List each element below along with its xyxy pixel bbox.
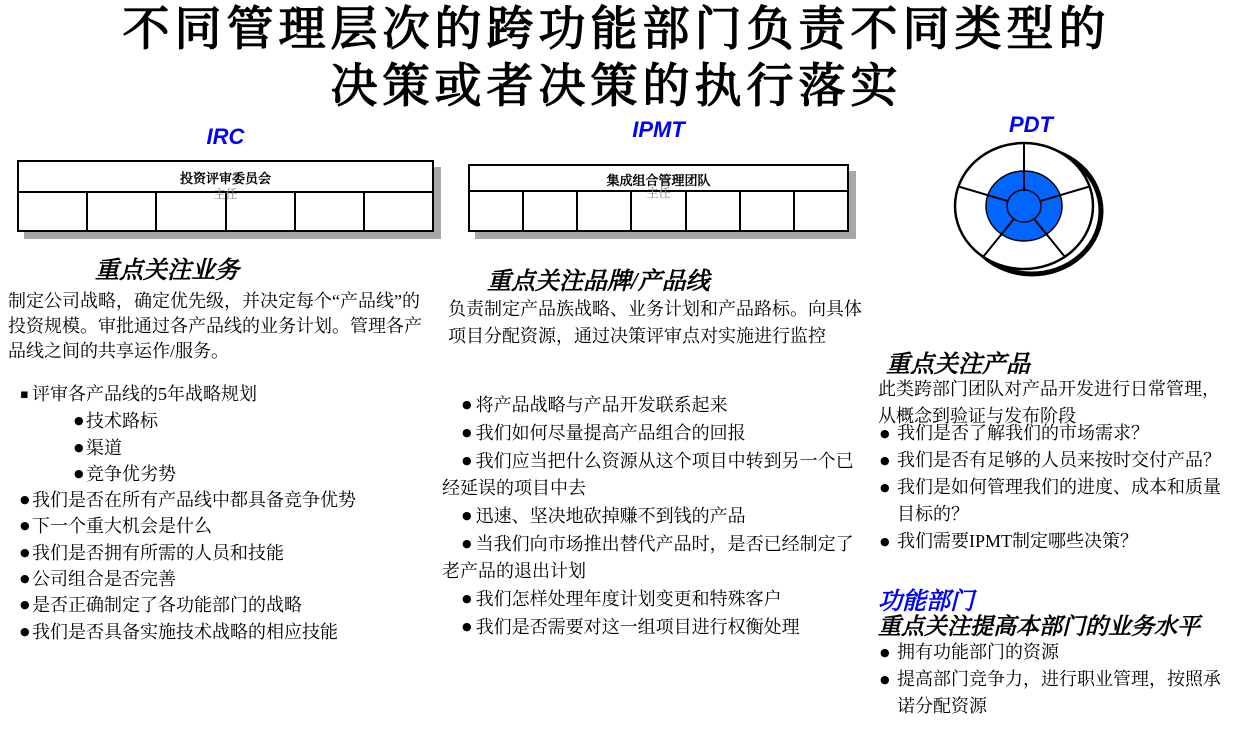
bullet-item [878,447,1228,474]
bullet-marker: ● [462,592,472,605]
bullet-marker: ● [20,519,30,533]
bullet-marker: ● [74,414,84,428]
bullet-item [442,391,864,419]
bullet-marker: ● [20,493,30,507]
bullet-text: 我们是否有足够的人员来按时交付产品？ [897,450,1221,470]
bullet-text: 我们应当把什么资源从这个项目中转到另一个已经延误的项目中去 [442,451,854,498]
bullet-marker: ● [880,673,890,686]
bullet-text: 我们是否需要对这一组项目进行权衡处理 [475,617,800,637]
irc-org-subtitle: 主任 [213,187,238,201]
bullet-text: 我们是如何管理我们的进度、成本和质量目标的？ [897,477,1221,524]
funcdept-focus-heading: 重点关注提高本部门的业务水平 [878,614,1200,639]
bullet-marker: ● [20,624,30,638]
bullet-text: 我们是否在所有产品线中都具备竞争优势 [32,490,356,511]
bullet-marker: ● [462,398,472,411]
bullet-text: 我们是否拥有所需的人员和技能 [32,542,284,563]
bullet-marker: ● [20,545,30,559]
bullet-item [442,585,864,613]
bullet-text: 是否正确制定了各功能部门的战略 [32,595,302,616]
ipmt-label: IPMT [632,117,685,142]
bullet-marker: ▪ [20,387,29,402]
bullet-marker: ● [462,454,472,467]
bullet-marker: ● [462,509,472,522]
bullet-text: 我们是否具备实施技术战略的相应技能 [32,621,338,642]
bullet-marker: ● [20,598,30,612]
irc-org-header-label: 投资评审委员会 [179,171,271,186]
ipmt-focus-heading: 重点关注品牌/产品线 [487,269,710,295]
bullet-text: 公司组合是否完善 [32,569,176,590]
ipmt-paragraph: 负责制定产品族战略、业务计划和产品路标。向具体项目分配资源，通过决策评审点对实施进行监控 [448,299,862,346]
irc-bullet-list [8,381,436,645]
bullet-item [878,528,1228,555]
pdt-paragraph: 此类跨部门团队对产品开发进行日常管理，从概念到验证与发布阶段 [878,379,1220,426]
irc-org-chart [17,160,434,232]
bullet-item [442,613,864,641]
bullet-item [8,619,436,645]
bullet-text: 我们如何尽量提高产品组合的回报 [475,423,746,443]
bullet-text: 渠道 [86,437,122,458]
ipmt-org-header-label: 集成组合管理团队 [606,173,711,188]
bullet-marker: ● [880,535,890,548]
bullet-text: 我们怎样处理年度计划变更和特殊客户 [475,589,782,609]
bullet-item [878,420,1228,447]
bullet-item [442,447,864,502]
bullet-marker: ● [880,454,890,467]
title-line-2: 决策或者决策的执行落实 [330,61,903,113]
bullet-text: 我们是否了解我们的市场需求？ [897,423,1149,443]
bullet-marker: ● [462,426,472,439]
ipmt-bullet-list [442,391,864,641]
bullet-item [878,666,1230,720]
bullet-item [8,513,436,539]
bullet-item [8,408,436,434]
ipmt-org-chart [468,164,849,232]
irc-label: IRC [206,124,245,149]
bullet-item [8,566,436,592]
bullet-marker: ● [74,466,84,480]
bullet-item [442,530,864,585]
bullet-text: 评审各产品线的5年战略规划 [32,384,257,404]
bullet-item [8,592,436,618]
funcdept-bullet-list [878,639,1230,720]
bullet-marker: ● [20,572,30,586]
bullet-item [8,540,436,566]
ipmt-org-subtitle: 主任 [646,186,671,200]
bullet-text: 技术路标 [86,411,158,432]
funcdept-label: 功能部门 [878,589,974,615]
bullet-item [8,461,436,487]
bullet-text: 竞争优劣势 [86,463,176,484]
pdt-bullet-list [878,420,1228,555]
bullet-item [442,502,864,530]
bullet-marker: ● [880,427,890,440]
bullet-item [878,474,1228,528]
bullet-marker: ● [880,646,890,659]
bullet-item [8,381,436,408]
bullet-text: 我们需要IPMT制定哪些决策？ [897,531,1139,551]
bullet-text: 拥有功能部门的资源 [897,642,1059,662]
irc-paragraph: 制定公司战略，确定优先级，并决定每个“产品线”的投资规模。审批通过各产品线的业务计划。管理各产品线之间的共享运作/服务。 [8,291,422,361]
page-title [0,2,1233,116]
pdt-label: PDT [1009,112,1053,137]
pdt-wheel-icon [952,137,1110,280]
bullet-item [8,487,436,513]
bullet-marker: ● [880,481,890,494]
title-line-1: 不同管理层次的跨功能部门负责不同类型的 [122,4,1111,56]
irc-focus-heading: 重点关注业务 [95,258,239,284]
bullet-item [878,639,1230,666]
bullet-marker: ● [74,440,84,454]
bullet-text: 迅速、坚决地砍掉赚不到钱的产品 [475,506,746,526]
bullet-text: 当我们向市场推出替代产品时，是否已经制定了老产品的退出计划 [442,534,854,581]
bullet-item [8,435,436,461]
bullet-item [442,419,864,447]
bullet-text: 提高部门竞争力，进行职业管理，按照承诺分配资源 [897,669,1221,716]
bullet-marker: ● [462,620,472,633]
bullet-marker: ● [462,537,472,550]
pdt-focus-heading: 重点关注产品 [886,352,1030,378]
bullet-text: 将产品战略与产品开发联系起来 [475,395,728,415]
bullet-text: 下一个重大机会是什么 [32,516,212,537]
